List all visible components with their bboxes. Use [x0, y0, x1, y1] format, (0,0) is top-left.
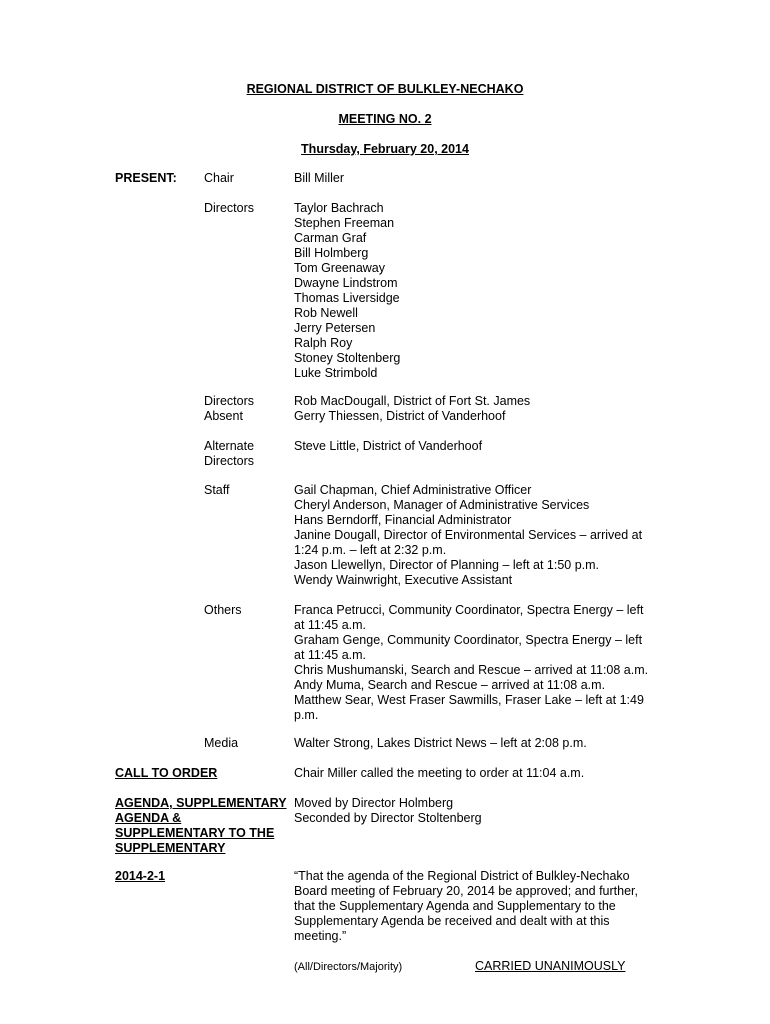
attendee-line: Jason Llewellyn, Director of Planning – left at 1:50 p.m. — [294, 558, 600, 572]
role-line: Directors — [204, 454, 255, 468]
present-label: PRESENT: — [115, 171, 177, 185]
role-line: Others — [204, 603, 242, 617]
role-line: Directors — [204, 394, 255, 408]
attendee-list — [294, 394, 664, 424]
attendance-role — [204, 736, 290, 751]
meeting-date: Thursday, February 20, 2014 — [301, 142, 469, 156]
attendee-line: Bill Holmberg — [294, 246, 369, 260]
attendee-line: Stoney Stoltenberg — [294, 351, 401, 365]
role-line: Directors — [204, 201, 255, 215]
section-body-line: meeting.” — [294, 929, 347, 943]
attendee-line: Cheryl Anderson, Manager of Administrative Services — [294, 498, 590, 512]
attendee-line: Stephen Freeman — [294, 216, 395, 230]
org-title: REGIONAL DISTRICT OF BULKLEY-NECHAKO — [246, 82, 524, 96]
section-heading-line: SUPPLEMENTARY TO THE — [115, 826, 275, 840]
section-body-line: Moved by Director Holmberg — [294, 796, 454, 810]
attendee-line: Thomas Liversidge — [294, 291, 400, 305]
attendee-line: Bill Miller — [294, 171, 344, 185]
attendee-line: Hans Berndorff, Financial Administrator — [294, 513, 512, 527]
attendee-list — [294, 171, 664, 186]
section-heading-line: AGENDA & — [115, 811, 182, 825]
section-body-line: Supplementary Agenda be received and dealt with at this — [294, 914, 610, 928]
attendee-list — [294, 603, 664, 723]
attendee-line: Dwayne Lindstrom — [294, 276, 398, 290]
section-heading-line: 2014-2-1 — [115, 869, 166, 883]
section-body-line: Chair Miller called the meeting to order at 11:04 a.m. — [294, 766, 585, 780]
vote-type: (All/Directors/Majority) — [294, 961, 403, 973]
attendee-line: Tom Greenaway — [294, 261, 386, 275]
attendee-line: Rob Newell — [294, 306, 358, 320]
section-heading-line: SUPPLEMENTARY — [115, 841, 226, 855]
meeting-number: MEETING NO. 2 — [338, 112, 432, 126]
attendee-line: Taylor Bachrach — [294, 201, 384, 215]
section-heading-line: CALL TO ORDER — [115, 766, 218, 780]
attendee-line: Steve Little, District of Vanderhoof — [294, 439, 483, 453]
attendee-line: 1:24 p.m. – left at 2:32 p.m. — [294, 543, 447, 557]
motion-result: CARRIED UNANIMOUSLY — [475, 959, 626, 973]
attendance-role — [204, 171, 290, 186]
attendee-line: p.m. — [294, 708, 319, 722]
section-heading-line: AGENDA, SUPPLEMENTARY — [115, 796, 287, 810]
role-line: Media — [204, 736, 239, 750]
attendee-list — [294, 736, 664, 751]
role-line: Alternate — [204, 439, 255, 453]
attendee-line: Jerry Petersen — [294, 321, 376, 335]
section-body-line: Board meeting of February 20, 2014 be approved; and further, — [294, 884, 638, 898]
section-body — [294, 869, 639, 944]
attendance-role — [204, 201, 290, 216]
attendee-line: Wendy Wainwright, Executive Assistant — [294, 573, 513, 587]
section-heading — [115, 766, 293, 781]
attendee-line: Walter Strong, Lakes District News – left at 2:08 p.m. — [294, 736, 587, 750]
section-body — [294, 796, 639, 826]
attendance-role — [204, 394, 290, 424]
attendee-line: Andy Muma, Search and Rescue – arrived at 11:08 a.m. — [294, 678, 606, 692]
section-heading — [115, 796, 293, 856]
attendee-line: Graham Genge, Community Coordinator, Spectra Energy – left — [294, 633, 643, 647]
attendance-role — [204, 483, 290, 498]
attendance-role — [204, 603, 290, 618]
attendee-line: Luke Strimbold — [294, 366, 378, 380]
attendee-line: at 11:45 a.m. — [294, 648, 367, 662]
section-body — [294, 766, 639, 781]
section-body-line: Seconded by Director Stoltenberg — [294, 811, 482, 825]
role-line: Chair — [204, 171, 234, 185]
attendee-line: at 11:45 a.m. — [294, 618, 367, 632]
attendee-list — [294, 201, 664, 381]
attendee-line: Gail Chapman, Chief Administrative Officer — [294, 483, 532, 497]
attendee-line: Gerry Thiessen, District of Vanderhoof — [294, 409, 506, 423]
attendee-line: Janine Dougall, Director of Environmental Services – arrived at — [294, 528, 643, 542]
attendee-line: Matthew Sear, West Fraser Sawmills, Fraser Lake – left at 1:49 — [294, 693, 644, 707]
attendee-line: Rob MacDougall, District of Fort St. James — [294, 394, 531, 408]
role-line: Absent — [204, 409, 243, 423]
attendance-role — [204, 439, 290, 469]
role-line: Staff — [204, 483, 230, 497]
section-body-line: that the Supplementary Agenda and Supplementary to the — [294, 899, 616, 913]
attendee-line: Carman Graf — [294, 231, 367, 245]
attendee-line: Ralph Roy — [294, 336, 353, 350]
section-heading — [115, 869, 293, 884]
attendee-line: Chris Mushumanski, Search and Rescue – arrived at 11:08 a.m. — [294, 663, 649, 677]
section-body-line: “That the agenda of the Regional District of Bulkley-Nechako — [294, 869, 630, 883]
attendee-list — [294, 439, 664, 454]
attendee-list — [294, 483, 664, 588]
attendee-line: Franca Petrucci, Community Coordinator, Spectra Energy – left — [294, 603, 644, 617]
